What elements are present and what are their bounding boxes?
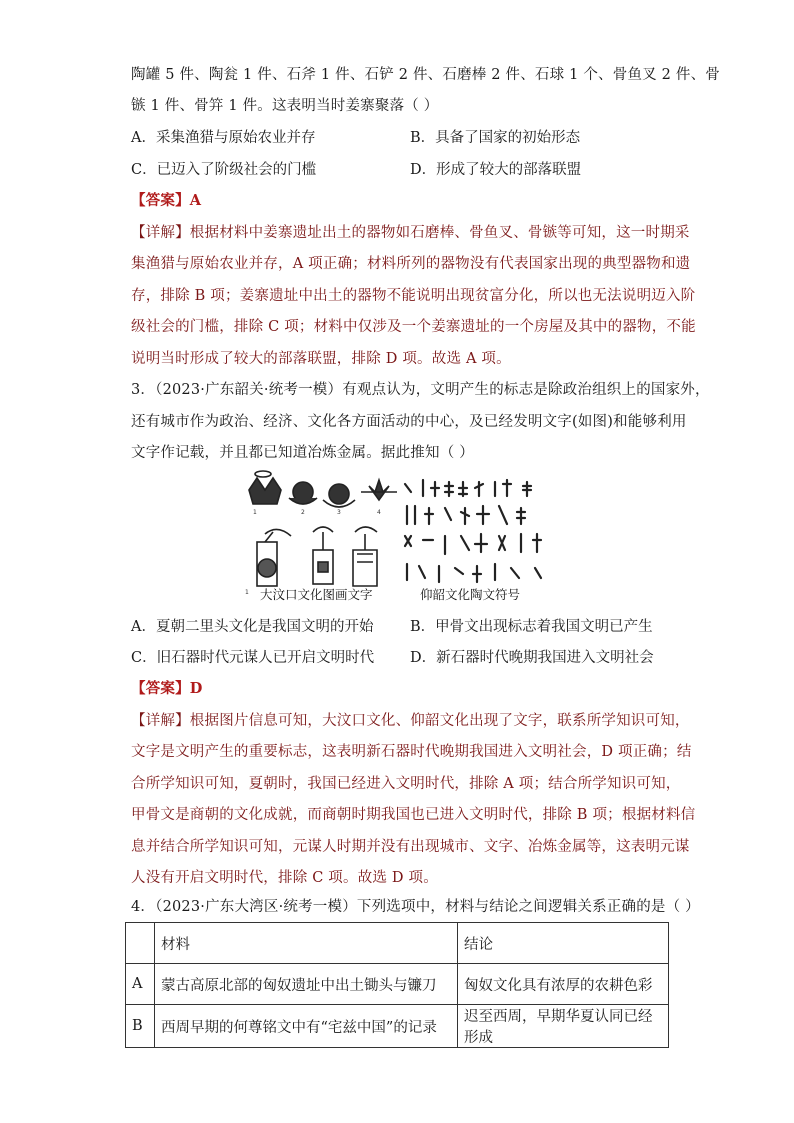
q3-detail-line4: 甲骨文是商朝的文化成就，而商朝时期我国也已进入文明时代，排除 B 项；根据材料信	[131, 807, 696, 823]
q3-stem-line3: 文字作记载，并且都已知道冶炼金属。据此推知（ ）	[131, 445, 474, 461]
q3-stem-line2: 还有城市作为政治、经济、文化各方面活动的中心，及已经发明文字(如图)和能够利用	[131, 414, 687, 430]
fig-number: 1	[245, 589, 249, 596]
q3-option-c[interactable]: C．旧石器时代元谋人已开启文明时代	[131, 650, 375, 666]
table-header-cell: 结论	[458, 923, 669, 964]
caption-yangshao: 仰韶文化陶文符号	[420, 587, 521, 602]
table-row	[126, 1005, 669, 1048]
table-cell: 蒙古高原北部的匈奴遗址中出土锄头与镰刀	[155, 964, 458, 1005]
q4-table	[125, 922, 669, 1048]
q3-detail-line6: 人没有开启文明时代，排除 C 项。故选 D 项。	[131, 870, 438, 886]
q3-option-a[interactable]: A．夏朝二里头文化是我国文明的开始	[131, 619, 374, 635]
q3-stem-line1: 3．（2023·广东韶关·统考一模）有观点认为，文明产生的标志是除政治组织上的国家外，	[131, 382, 710, 398]
q3-detail-line2: 文字是文明产生的重要标志，这表明新石器时代晚期我国进入文明社会，D 项正确；结	[131, 744, 692, 760]
table-header-cell	[126, 923, 155, 964]
table-header-row	[126, 923, 669, 964]
q2-option-b[interactable]: B．具备了国家的初始形态	[410, 130, 581, 146]
fig-number: 3	[337, 509, 341, 516]
table-cell: 西周早期的何尊铭文中有“宅兹中国”的记录	[155, 1005, 458, 1048]
q2-stem-line1: 陶罐 5 件、陶瓮 1 件、石斧 1 件、石铲 2 件、石磨棒 2 件、石球 1 个、骨鱼叉 2 件、骨	[131, 67, 721, 83]
q2-detail-line4: 级社会的门槛，排除 C 项；材料中仅涉及一个姜寨遗址的一个房屋及其中的器物，不能	[131, 319, 696, 335]
q3-detail-line1: 【详解】根据图片信息可知，大汶口文化、仰韶文化出现了文字，联系所学知识可知，	[131, 713, 690, 729]
q3-option-d[interactable]: D．新石器时代晚期我国进入文明社会	[410, 650, 654, 666]
table-cell: 迟至西周，早期华夏认同已经形成	[458, 1005, 669, 1048]
q3-figure	[243, 470, 553, 602]
q2-option-d[interactable]: D．形成了较大的部落联盟	[410, 162, 582, 178]
q2-detail-line1: 【详解】根据材料中姜寨遗址出土的器物如石磨棒、骨鱼叉、骨镞等可知，这一时期采	[131, 225, 690, 241]
q2-detail-line3: 存，排除 B 项；姜寨遗址中出土的器物不能说明出现贫富分化，所以也无法说明迈入阶	[131, 288, 696, 304]
q2-option-c[interactable]: C．已迈入了阶级社会的门槛	[131, 162, 317, 178]
q4-stem: 4．（2023·广东大湾区·统考一模）下列选项中，材料与结论之间逻辑关系正确的是（ ）	[131, 899, 700, 915]
fig-number: 4	[377, 509, 381, 516]
pictograph-illustration	[243, 470, 553, 598]
caption-dawenkou: 大汶口文化图画文字	[260, 587, 373, 602]
q2-answer: 【答案】A	[131, 192, 202, 209]
fig-number: 1	[253, 509, 257, 516]
table-row	[126, 964, 669, 1005]
q2-option-a[interactable]: A．采集渔猎与原始农业并存	[131, 130, 316, 146]
table-cell: 匈奴文化具有浓厚的农耕色彩	[458, 964, 669, 1005]
q2-detail-line2: 集渔猎与原始农业并存，A 项正确；材料所列的器物没有代表国家出现的典型器物和遗	[131, 256, 691, 272]
table-cell: A	[126, 964, 155, 1005]
table-cell: B	[126, 1005, 155, 1048]
q3-option-b[interactable]: B．甲骨文出现标志着我国文明已产生	[410, 619, 653, 635]
q3-answer: 【答案】D	[131, 680, 203, 697]
q3-detail-line3: 合所学知识可知，夏朝时，我国已经进入文明时代，排除 A 项；结合所学知识可知，	[131, 776, 681, 792]
table-header-cell: 材料	[155, 923, 458, 964]
fig-number: 2	[301, 509, 305, 516]
q2-detail-line5: 说明当时形成了较大的部落联盟，排除 D 项。故选 A 项。	[131, 351, 511, 367]
q2-stem-line2: 镞 1 件、骨笄 1 件。这表明当时姜寨聚落（ ）	[131, 98, 439, 114]
q3-detail-line5: 息并结合所学知识可知，元谋人时期并没有出现城市、文字、冶炼金属等，这表明元谋	[131, 839, 690, 855]
